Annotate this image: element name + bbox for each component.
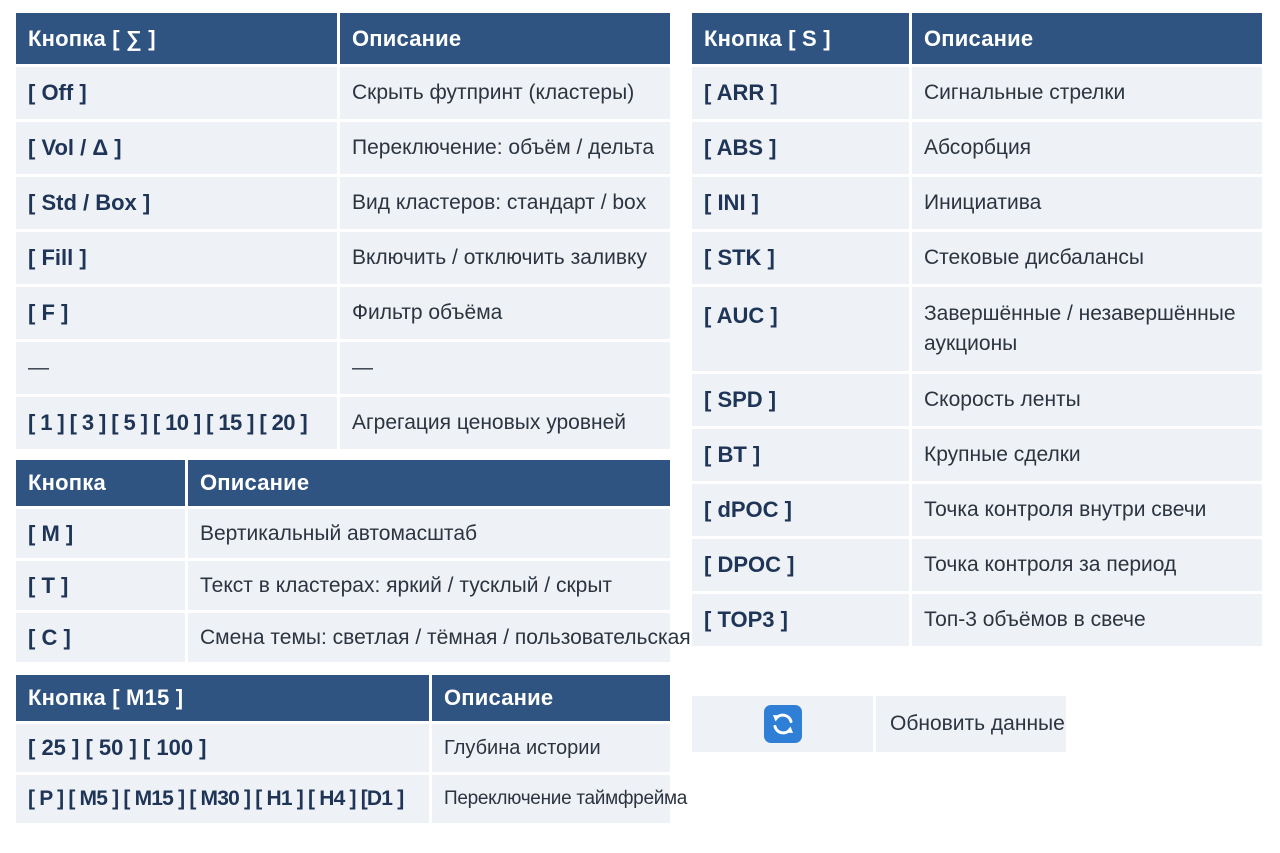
description-cell: Сигнальные стрелки [912,67,1262,119]
table-row [16,561,670,610]
table-header-row [692,13,1262,64]
header-description-col: Описание [188,460,670,506]
description-cell: Завершённые / незавершённые аукционы [912,287,1262,371]
key-cell: [ SPD ] [692,374,909,426]
key-cell: [ BT ] [692,429,909,481]
key-cell: [ C ] [16,613,185,662]
header-description-col: Описание [432,675,670,721]
table-row [692,594,1262,646]
description-cell: Стековые дисбалансы [912,232,1262,284]
key-cell: [ 25 ] [ 50 ] [ 100 ] [16,724,429,772]
s-button-table [689,10,1265,649]
header-description-col: Описание [912,13,1262,64]
table-row [692,122,1262,174]
description-cell: Вид кластеров: стандарт / box [340,177,670,229]
table-row [16,67,670,119]
table-header-row [16,13,670,64]
key-cell: [ ARR ] [692,67,909,119]
description-cell: Смена темы: светлая / тёмная / пользовательская [188,613,670,662]
key-cell: [ STK ] [692,232,909,284]
key-cell: [ Vol / Δ ] [16,122,337,174]
table-row [16,232,670,284]
key-cell: [ TOP3 ] [692,594,909,646]
key-cell: [ P ] [ M5 ] [ M15 ] [ M30 ] [ H1 ] [ H4 ] [D1 ] [16,775,429,823]
description-cell: Переключение: объём / дельта [340,122,670,174]
description-cell: Абсорбция [912,122,1262,174]
table-row [16,397,670,449]
description-cell: Скорость ленты [912,374,1262,426]
table-row [692,539,1262,591]
table-row [16,509,670,558]
key-cell: [ 1 ] [ 3 ] [ 5 ] [ 10 ] [ 15 ] [ 20 ] [16,397,337,449]
description-cell: Точка контроля за период [912,539,1262,591]
key-cell: [ T ] [16,561,185,610]
table-row [692,287,1262,371]
header-button-col: Кнопка [16,460,185,506]
sigma-button-table [13,10,673,452]
refresh-icon-glyph [768,709,798,739]
key-cell: [ ABS ] [692,122,909,174]
key-cell: [ DPOC ] [692,539,909,591]
key-cell: [ dPOC ] [692,484,909,536]
description-cell: — [340,342,670,394]
description-cell: Топ-3 объёмов в свече [912,594,1262,646]
key-cell: [ M ] [16,509,185,558]
key-cell: [ Fill ] [16,232,337,284]
m15-button-table [13,672,688,826]
table-row [692,374,1262,426]
description-cell: Текст в кластерах: яркий / тусклый / скрыт [188,561,670,610]
general-button-table [13,457,691,665]
table-row [692,429,1262,481]
table-row [692,67,1262,119]
header-description-col: Описание [340,13,670,64]
table-row [16,177,670,229]
refresh-label: Обновить данные [876,696,1066,752]
key-cell: [ AUC ] [692,287,909,371]
key-cell: — [16,342,337,394]
description-cell: Скрыть футпринт (кластеры) [340,67,670,119]
table-row [692,484,1262,536]
table-row [692,232,1262,284]
description-cell: Агрегация ценовых уровней [340,397,670,449]
table-row [16,122,670,174]
description-cell: Переключение таймфрейма [432,775,670,823]
key-cell: [ INI ] [692,177,909,229]
description-cell: Фильтр объёма [340,287,670,339]
header-button-col: Кнопка [ M15 ] [16,675,429,721]
refresh-data-row [692,696,1066,752]
table-row [16,613,670,662]
key-cell: [ F ] [16,287,337,339]
description-cell: Вертикальный автомасштаб [188,509,670,558]
header-button-col: Кнопка [ S ] [692,13,909,64]
table-header-row [16,675,670,721]
refresh-button[interactable] [692,696,873,752]
table-row [692,177,1262,229]
description-cell: Точка контроля внутри свечи [912,484,1262,536]
table-row [16,724,670,772]
table-row [16,342,670,394]
description-cell: Крупные сделки [912,429,1262,481]
description-cell: Инициатива [912,177,1262,229]
table-row [16,287,670,339]
refresh-icon [764,705,802,743]
description-cell: Глубина истории [432,724,670,772]
key-cell: [ Std / Box ] [16,177,337,229]
header-button-col: Кнопка [ ∑ ] [16,13,337,64]
key-cell: [ Off ] [16,67,337,119]
table-header-row [16,460,670,506]
description-cell: Включить / отключить заливку [340,232,670,284]
table-row [16,775,670,823]
